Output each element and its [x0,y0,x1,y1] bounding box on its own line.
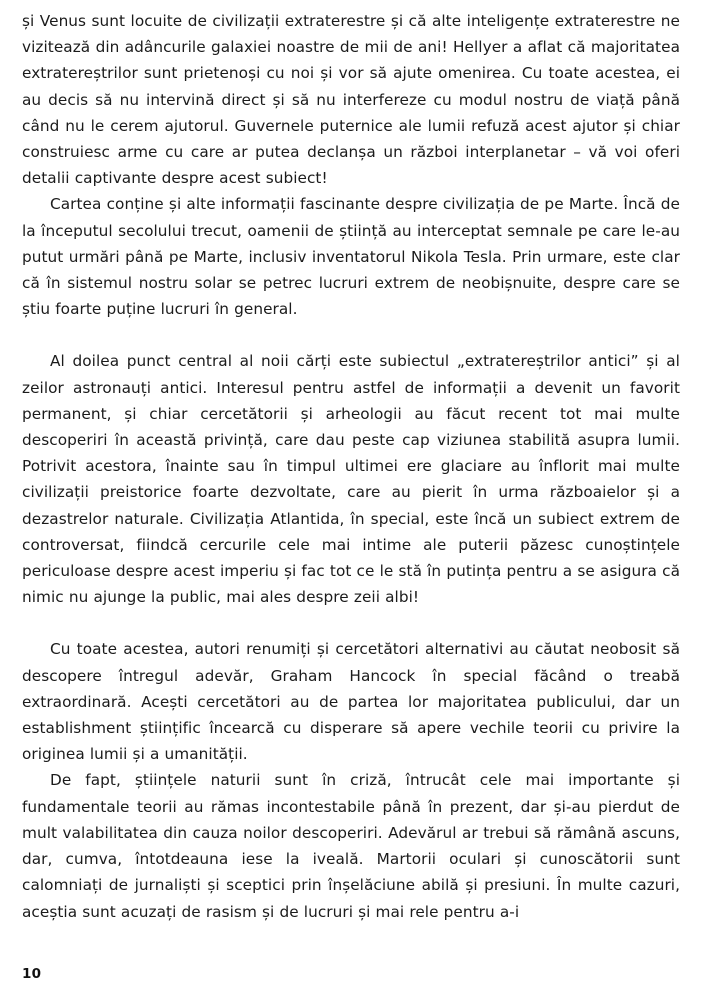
paragraph-spacer [22,610,680,636]
page-number: 10 [22,966,42,982]
page-text-flow [22,8,680,925]
paragraph: Al doilea punct central al noii cărți este subiectul „extratereștrilor antici” și al zeilor astronauți antici. Interesul pentru astfel de informații a devenit un favorit permanent, și chiar cercetătorii și arheologii au făcut recent tot mai multe descoperiri în această privință, care dau peste cap viziunea stabilită asupra lumii. Potrivit acestora, înainte sau în timpul ultimei ere glaciare au înflorit mai multe civilizații preistorice foarte dezvoltate, care au pierit în urma războaielor și a dezastrelor naturale. Civilizația Atlantida, în special, este încă un subiect extrem de controversat, fiindcă cercurile cele mai intime ale puterii păzesc cunoștințele periculoase despre acest imperiu și fac tot ce le stă în putința pentru a se asigura că nimic nu ajunge la public, mai ales despre zeii albi! [22,352,680,607]
paragraph: și Venus sunt locuite de civilizații extraterestre și că alte inteligențe extraterestre ne vizitează din adâncurile galaxiei noastre de mii de ani! Hellyer a aflat că majoritatea extratereștrilor sunt prietenoși cu noi și vor să ajute omenirea. Cu toate acestea, ei au decis să nu intervină direct și să nu interfereze cu modul nostru de viață până când nu le cerem ajutorul. Guvernele puternice ale lumii refuză acest ajutor și chiar construiesc arme cu care ar putea declanșa un război interplanetar – vă voi oferi detalii captivante despre acest subiect! [22,12,680,188]
paragraph-spacer [22,322,680,348]
paragraph: De fapt, științele naturii sunt în criză, întrucât cele mai importante și fundamentale teorii au rămas incontestabile până în prezent, dar și-au pierdut de mult valabilitatea din cauza noilor descoperiri. Adevărul ar trebui să rămână ascuns, dar, cumva, întotdeauna iese la iveală. Martorii oculari și cunoscătorii sunt calomniați de jurnaliști și sceptici prin înșelăciune abilă și presiuni. În multe cazuri, aceștia sunt acuzați de rasism și de lucruri și mai rele pentru a-i [22,771,680,921]
paragraph: Cartea conține și alte informații fascinante despre civilizația de pe Marte. Încă de la începutul secolului trecut, oamenii de știință au interceptat semnale pe care le-au putut urmări până pe Marte, inclusiv inventatorul Nikola Tesla. Prin urmare, este clar că în sistemul nostru solar se petrec lucruri extrem de neobișnuite, despre care se știu foarte puține lucruri în general. [22,195,680,319]
paragraph: Cu toate acestea, autori renumiți și cercetători alternativi au căutat neobosit să descopere întregul adevăr, Graham Hancock în special făcând o treabă extraordinară. Acești cercetători au de partea lor majoritatea publicului, dar un establishment științific încearcă cu disperare să apere vechile teorii cu privire la originea lumii și a umanității. [22,640,680,764]
